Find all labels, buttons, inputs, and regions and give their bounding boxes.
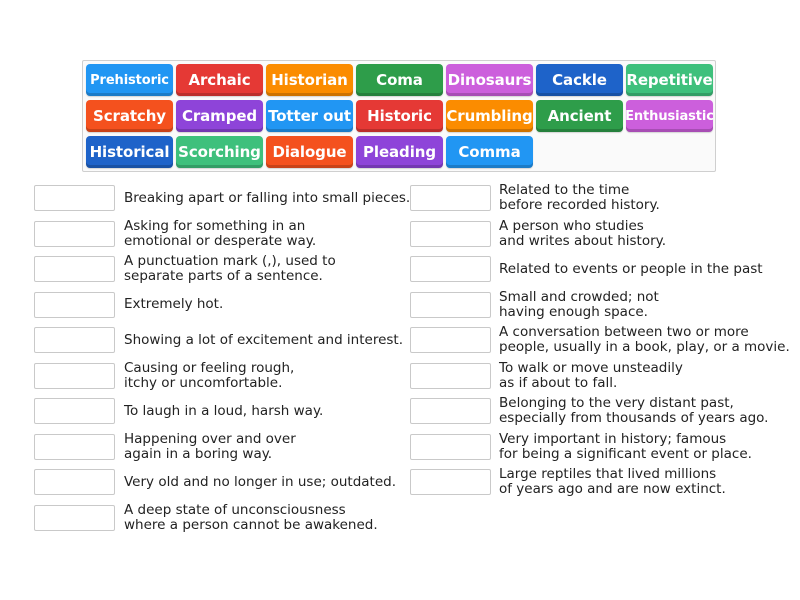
definition-right-3 [499,262,763,277]
definition-left-5 [124,333,403,348]
definition-left-9 [124,475,396,490]
word-tile-ancient[interactable]: Ancient [536,100,623,132]
word-tile-prehistoric[interactable]: Prehistoric [86,64,173,96]
definition-left-6 [124,361,294,391]
answer-slot-left-5[interactable] [34,327,115,353]
definition-line: and writes about history. [499,232,666,249]
answer-slot-left-8[interactable] [34,434,115,460]
word-tile-dinosaurs[interactable]: Dinosaurs [446,64,533,96]
definition-left-3 [124,254,336,284]
definition-right-9 [499,467,726,497]
definition-line: Small and crowded; not [499,288,659,305]
word-tile-historic[interactable]: Historic [356,100,443,132]
definition-line: Related to the time [499,182,630,198]
definition-line: Extremely hot. [124,296,224,312]
word-tile-enthusiastic[interactable]: Enthusiastic [626,100,713,132]
definition-line: itchy or uncomfortable. [124,374,283,391]
definition-line: Large reptiles that lived millions [499,466,717,482]
word-tile-scorching[interactable]: Scorching [176,136,263,168]
word-tile-historical[interactable]: Historical [86,136,173,168]
definition-line: again in a boring way. [124,445,273,462]
word-tile-archaic[interactable]: Archaic [176,64,263,96]
definition-line: Breaking apart or falling into small pieces. [124,189,411,206]
definition-left-2 [124,219,316,249]
answer-slot-left-10[interactable] [34,505,115,531]
answer-slot-right-2[interactable] [410,221,491,247]
word-tile-pleading[interactable]: Pleading [356,136,443,168]
definition-line: Causing or feeling rough, [124,359,295,376]
definition-line: separate parts of a sentence. [124,268,323,284]
answer-slot-left-6[interactable] [34,363,115,389]
word-tile-repetitive[interactable]: Repetitive [626,64,713,96]
definition-right-1 [499,183,660,213]
definition-left-4 [124,297,223,312]
definition-line: To laugh in a loud, harsh way. [124,402,324,419]
definition-left-7 [124,404,323,419]
definition-right-7 [499,396,768,426]
definition-line: before recorded history. [499,197,660,213]
answer-slot-right-3[interactable] [410,256,491,282]
definition-line: Very important in history; famous [499,430,727,447]
definition-line: people, usually in a book, play, or a movie. [499,339,790,355]
word-tile-crumbling[interactable]: Crumbling [446,100,533,132]
word-tile-totter-out[interactable]: Totter out [266,100,353,132]
definition-left-8 [124,432,296,462]
definition-line: A conversation between two or more [499,324,749,340]
word-tile-historian[interactable]: Historian [266,64,353,96]
definition-line: as if about to fall. [499,374,618,391]
answer-slot-left-9[interactable] [34,469,115,495]
definition-line: To walk or move unsteadily [499,359,683,376]
answer-slot-right-4[interactable] [410,292,491,318]
answer-slot-left-1[interactable] [34,185,115,211]
definition-line: having enough space. [499,303,648,320]
answer-slot-right-1[interactable] [410,185,491,211]
definition-line: where a person cannot be awakened. [124,516,378,533]
definition-right-2 [499,219,666,249]
answer-slot-right-5[interactable] [410,327,491,353]
word-tile-dialogue[interactable]: Dialogue [266,136,353,168]
definition-line: A deep state of unconsciousness [124,501,346,518]
answer-slot-right-6[interactable] [410,363,491,389]
word-tile-comma[interactable]: Comma [446,136,533,168]
definition-left-1 [124,191,410,206]
definition-line: for being a significant event or place. [499,445,752,462]
definition-line: Very old and no longer in use; outdated. [124,473,397,490]
word-tile-cackle[interactable]: Cackle [536,64,623,96]
definition-line: A punctuation mark (,), used to [124,253,336,269]
answer-slot-left-4[interactable] [34,292,115,318]
answer-slot-left-7[interactable] [34,398,115,424]
word-tile-cramped[interactable]: Cramped [176,100,263,132]
answer-slot-right-9[interactable] [410,469,491,495]
definition-line: Belonging to the very distant past, [499,395,734,411]
definition-line: Showing a lot of excitement and interest. [124,331,404,348]
definition-right-6 [499,361,683,391]
definition-line: Related to events or people in the past [499,260,763,277]
answer-slot-right-7[interactable] [410,398,491,424]
definition-line: especially from thousands of years ago. [499,410,769,426]
definition-line: emotional or desperate way. [124,232,317,249]
word-tile-scratchy[interactable]: Scratchy [86,100,173,132]
definition-line: A person who studies [499,217,644,234]
definition-left-10 [124,503,378,533]
answer-slot-left-2[interactable] [34,221,115,247]
definition-line: of years ago and are now extinct. [499,481,726,497]
word-tile-coma[interactable]: Coma [356,64,443,96]
definition-right-4 [499,290,659,320]
definition-right-8 [499,432,752,462]
definition-right-5 [499,325,790,355]
answer-slot-right-8[interactable] [410,434,491,460]
definition-line: Happening over and over [124,430,296,447]
answer-slot-left-3[interactable] [34,256,115,282]
definition-line: Asking for something in an [124,217,306,234]
